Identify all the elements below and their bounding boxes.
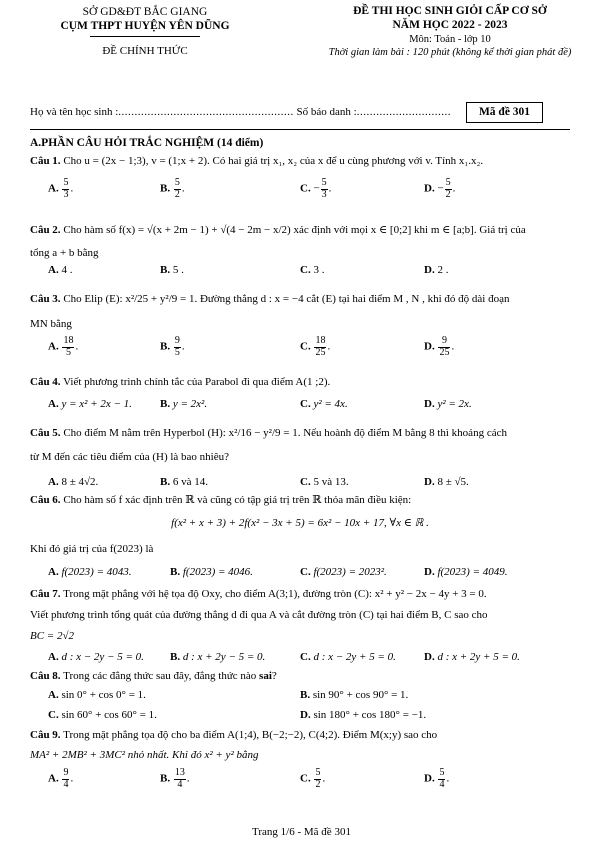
school-year: NĂM HỌC 2022 - 2023 <box>392 19 508 32</box>
question-3 <box>30 293 570 307</box>
section-title: A.PHẦN CÂU HỎI TRẮC NGHIỆM (14 điểm) <box>30 137 264 149</box>
q8-option-d[interactable]: D. sin 180° + cos 180° = −1. <box>300 709 427 721</box>
question-text: Trong mặt phẳng với hệ tọa độ Oxy, cho điểm A(3;1), đường tròn (C): x² + y² − 2x − 4y + 3 = 0. <box>63 588 487 600</box>
q9-option-d[interactable]: D. $\frac{5}{4}$ . <box>424 767 450 790</box>
q2-option-d[interactable]: D. 2 . <box>424 264 449 276</box>
question-2-cont: tổng a + b bằng <box>30 247 99 259</box>
q3-option-d[interactable]: D. $\frac{9}{25}$ . <box>424 335 455 358</box>
q7-option-a[interactable]: A. d : x − 2y − 5 = 0. <box>48 651 144 663</box>
name-label: Họ và tên học sinh : <box>30 106 119 118</box>
q9-option-c[interactable]: C. $\frac{5}{2}$ . <box>300 767 326 790</box>
question-label: Câu 4. <box>30 376 61 388</box>
q2-option-c[interactable]: C. 3 . <box>300 264 325 276</box>
divider <box>30 129 570 130</box>
q8-option-b[interactable]: B. sin 90° + cos 90° = 1. <box>300 689 409 701</box>
question-label: Câu 3. <box>30 293 61 305</box>
question-3-cont: MN bằng <box>30 318 72 330</box>
name-field[interactable]: ...................................................... <box>118 106 294 118</box>
q7-option-c[interactable]: C. d : x − 2y + 5 = 0. <box>300 651 396 663</box>
exam-code-box: Mã đề 301 <box>466 102 543 123</box>
question-text: Viết phương trình chính tắc của Parabol đi qua điểm A(1 ;2). <box>63 376 331 388</box>
question-label: Câu 9. <box>30 729 61 741</box>
question-6-cont: Khi đó giá trị của f(2023) là <box>30 543 154 555</box>
exam-title: ĐỀ THI HỌC SINH GIỎI CẤP CƠ SỞ <box>353 5 547 17</box>
q4-option-c[interactable]: C. y² = 4x. <box>300 398 348 410</box>
question-7-cont2: BC = 2√2 <box>30 630 75 642</box>
school-cluster: CỤM THPT HUYỆN YÊN DŨNG <box>60 20 230 33</box>
q5-option-a[interactable]: A. 8 ± 4√2. <box>48 476 99 488</box>
q4-option-d[interactable]: D. y² = 2x. <box>424 398 472 410</box>
q8-option-c[interactable]: C. sin 60° + cos 60° = 1. <box>48 709 157 721</box>
header-right <box>300 4 600 59</box>
q5-option-b[interactable]: B. 6 và 14. <box>160 476 208 488</box>
q5-option-d[interactable]: D. 8 ± √5. <box>424 476 469 488</box>
question-label: Câu 5. <box>30 427 61 439</box>
question-text: Cho hàm số f xác định trên ℝ và cũng có tập giá trị trên ℝ thỏa mãn điều kiện: <box>63 494 412 506</box>
question-6-equation: f(x² + x + 3) + 2f(x² − 3x + 5) = 6x² − 10x + 17, ∀x ∈ ℝ . <box>171 517 429 529</box>
q8-option-a[interactable]: A. sin 0° + cos 0° = 1. <box>48 689 146 701</box>
question-9-cont: MA² + 2MB² + 3MC² nhỏ nhất. Khi đó x² + y² bằng <box>30 749 259 761</box>
question-label: Câu 8. <box>30 670 61 682</box>
question-7 <box>30 588 570 602</box>
q6-option-d[interactable]: D. f(2023) = 4049. <box>424 566 508 578</box>
question-5 <box>30 427 570 441</box>
q5-option-c[interactable]: C. 5 và 13. <box>300 476 349 488</box>
id-label: Số báo danh : <box>296 106 357 118</box>
q7-option-b[interactable]: B. d : x + 2y − 5 = 0. <box>170 651 266 663</box>
q3-option-b[interactable]: B. $\frac{9}{5}$ . <box>160 335 185 358</box>
header-rule <box>90 36 200 37</box>
question-1 <box>30 155 570 169</box>
q9-option-a[interactable]: A. $\frac{9}{4}$ . <box>48 767 74 790</box>
id-field[interactable]: ............................. <box>356 106 451 118</box>
q7-option-d[interactable]: D. d : x + 2y + 5 = 0. <box>424 651 520 663</box>
question-emphasis: sai <box>259 670 272 682</box>
header-left <box>30 4 260 59</box>
question-6 <box>30 494 570 508</box>
question-text: Cho Elip (E): x²/25 + y²/9 = 1. Đường thẳng d : x = −4 cắt (E) tại hai điểm M , N , khi đó độ dài đoạn <box>63 293 510 305</box>
question-9 <box>30 729 570 743</box>
question-text: Cho điểm M nằm trên Hyperbol (H): x²/16 − y²/9 = 1. Nếu hoành độ điểm M bằng 8 thì khoảng cách <box>63 427 507 439</box>
q6-option-a[interactable]: A. f(2023) = 4043. <box>48 566 132 578</box>
q1-option-a[interactable]: A. $\frac{5}{3}$ . <box>48 177 74 200</box>
q2-option-a[interactable]: A. 4 . <box>48 264 73 276</box>
question-text: Trong các đẳng thức sau đây, đẳng thức nào <box>63 670 257 682</box>
subject: Môn: Toán - lớp 10 <box>409 33 491 45</box>
question-text: Cho u = (2x − 1;3), v = (1;x + 2). Có hai giá trị x₁, x₂ của x để u cùng phương với v. Tính x₁.x₂. <box>63 155 484 167</box>
official-label: ĐỀ CHÍNH THỨC <box>102 44 188 57</box>
q4-option-b[interactable]: B. y = 2x². <box>160 398 208 410</box>
question-8: Câu 8. Trong các đẳng thức sau đây, đẳng thức nào sai? <box>30 670 277 682</box>
q1-option-d[interactable]: D. − $\frac{5}{2}$ . <box>424 177 456 200</box>
department-name: SỞ GD&ĐT BẮC GIANG <box>82 6 208 18</box>
page-footer: Trang 1/6 - Mã đề 301 <box>252 826 351 838</box>
q3-option-c[interactable]: C. $\frac{18}{25}$ . <box>300 335 331 358</box>
question-label: Câu 6. <box>30 494 61 506</box>
q9-option-b[interactable]: B. $\frac{13}{4}$ . <box>160 767 190 790</box>
q4-option-a[interactable]: A. y = x² + 2x − 1. <box>48 398 132 410</box>
question-label: Câu 7. <box>30 588 61 600</box>
q1-option-c[interactable]: C. − $\frac{5}{3}$ . <box>300 177 332 200</box>
q6-option-c[interactable]: C. f(2023) = 2023². <box>300 566 387 578</box>
q1-option-b[interactable]: B. $\frac{5}{2}$ . <box>160 177 185 200</box>
question-5-cont: từ M đến các tiêu điểm của (H) là bao nhiêu? <box>30 451 229 463</box>
question-4 <box>30 376 570 390</box>
time-allowed: Thời gian làm bài : 120 phút (không kể thời gian phát đề) <box>328 46 572 58</box>
question-2 <box>30 224 570 238</box>
q6-option-b[interactable]: B. f(2023) = 4046. <box>170 566 253 578</box>
question-text: Trong mặt phẳng tọa độ cho ba điểm A(1;4), B(−2;−2), C(4;2). Điểm M(x;y) sao cho <box>63 729 438 741</box>
question-7-cont: Viết phương trình tổng quát của đường thẳng d đi qua A và cắt đường tròn (C) tại hai điểm B, C sao cho <box>30 609 488 621</box>
question-text: Cho hàm số f(x) = √(x + 2m − 1) + √(4 − 2m − x/2) xác định với mọi x ∈ [0;2] khi m ∈ [a;b]. Giá trị của <box>63 224 526 236</box>
q2-option-b[interactable]: B. 5 . <box>160 264 184 276</box>
question-label: Câu 2. <box>30 224 61 236</box>
q3-option-a[interactable]: A. $\frac{18}{5}$ . <box>48 335 79 358</box>
question-label: Câu 1. <box>30 155 61 167</box>
